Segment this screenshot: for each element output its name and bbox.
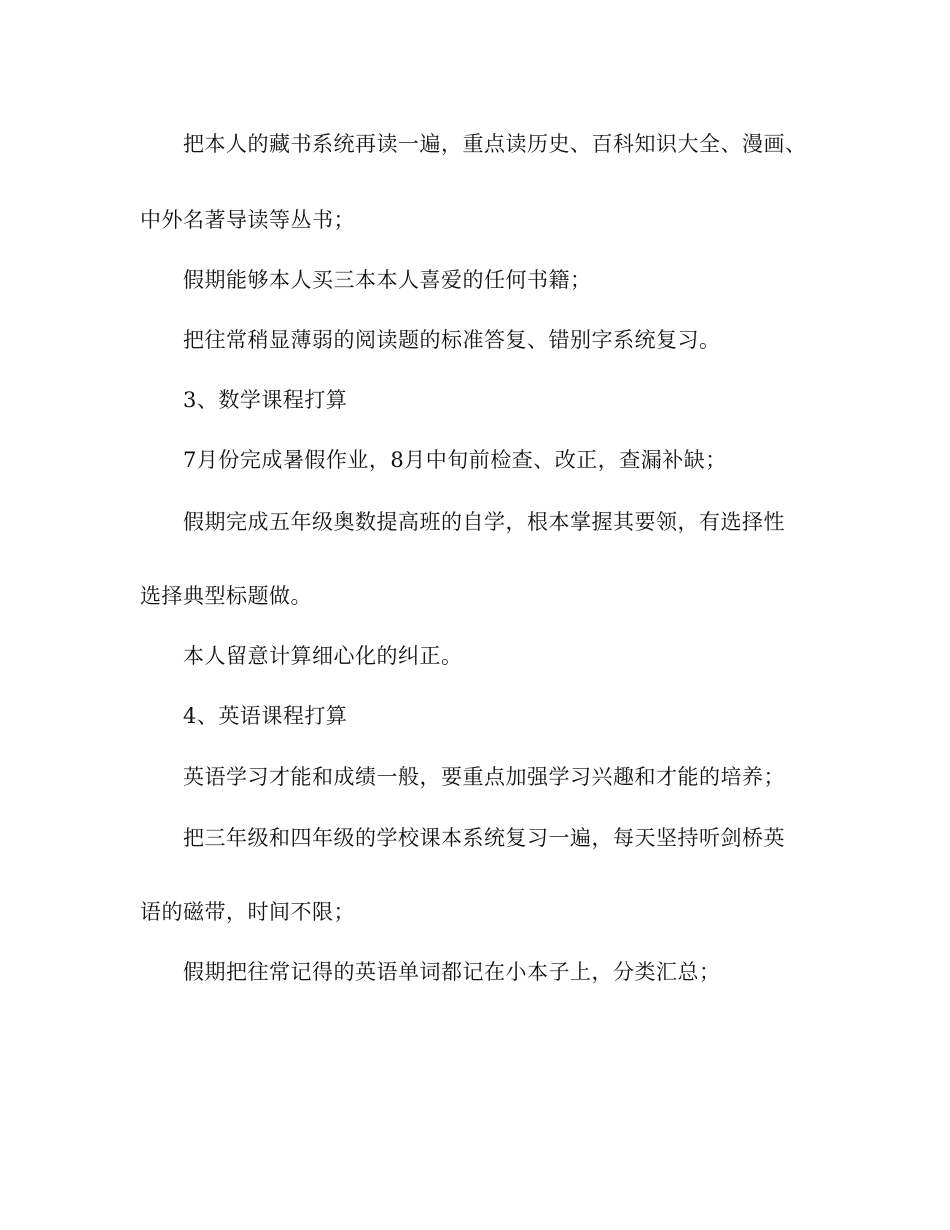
paragraph-textbook-review: 把三年级和四年级的学校课本系统复习一遍，每天坚持听剑桥英 xyxy=(183,826,785,850)
heading-math-plan: 3、数学课程打算 xyxy=(183,388,348,412)
paragraph-olympiad-math: 假期完成五年级奥数提高班的自学，根本掌握其要领，有选择性 xyxy=(183,510,785,534)
paragraph-buy-books: 假期能够本人买三本本人喜爱的任何书籍； xyxy=(183,268,592,292)
paragraph-vocabulary: 假期把往常记得的英语单词都记在小本子上，分类汇总； xyxy=(183,960,721,984)
paragraph-reading-plan-cont: 中外名著导读等丛书； xyxy=(140,208,355,232)
paragraph-calculation-care: 本人留意计算细心化的纠正。 xyxy=(183,644,463,668)
paragraph-review-weak: 把往常稍显薄弱的阅读题的标准答复、错别字系统复习。 xyxy=(183,328,721,352)
paragraph-summer-homework: 7月份完成暑假作业，8月中旬前检查、改正，查漏补缺； xyxy=(183,448,727,472)
paragraph-reading-plan: 把本人的藏书系统再读一遍，重点读历史、百科知识大全、漫画、 xyxy=(183,132,807,156)
paragraph-english-ability: 英语学习才能和成绩一般，要重点加强学习兴趣和才能的培养； xyxy=(183,765,785,789)
heading-english-plan: 4、英语课程打算 xyxy=(183,704,348,728)
paragraph-olympiad-math-cont: 选择典型标题做。 xyxy=(140,584,312,608)
paragraph-textbook-review-cont: 语的磁带，时间不限； xyxy=(140,900,355,924)
